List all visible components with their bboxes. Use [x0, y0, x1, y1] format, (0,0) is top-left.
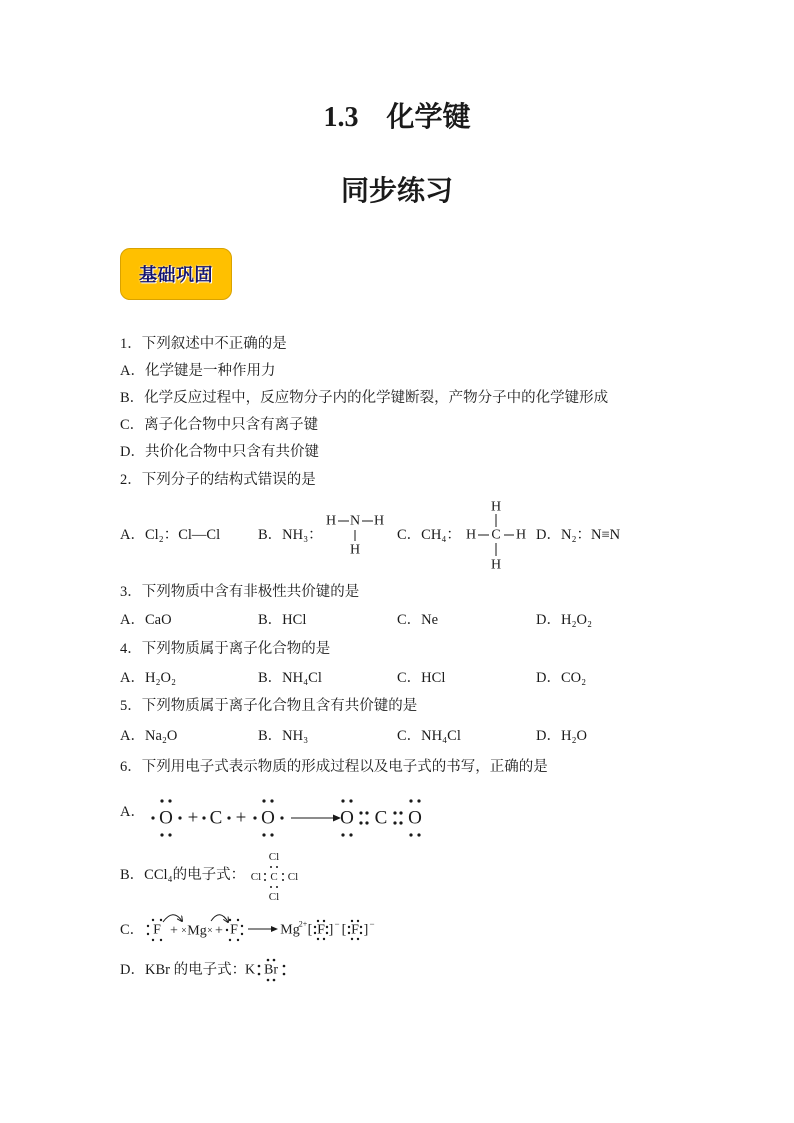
q1-option-b: B．化学反应过程中，反应物分子内的化学键断裂，产物分子中的化学键形成: [120, 390, 609, 406]
electron-dot: [264, 879, 266, 881]
atom-c: C: [270, 871, 278, 883]
atom-h: H: [325, 513, 337, 529]
q4-option-a: A．H₂O₂: [120, 670, 177, 686]
electron-dot: [348, 926, 350, 928]
electron-dot: [267, 979, 270, 982]
electron-dot: [160, 833, 163, 836]
electron-dot: [314, 926, 316, 928]
atom-k: K: [244, 962, 256, 978]
atom-cl: Cl: [250, 871, 262, 883]
electron-dot: [341, 799, 344, 802]
electron-dot: [348, 932, 350, 934]
q3-option-c: C．Ne: [397, 612, 439, 628]
q2-option-b-label: B．NH₃：: [258, 527, 323, 543]
electron-dot: [360, 932, 362, 934]
co2-formation-diagram: [151, 799, 421, 836]
ion-charge: −: [369, 919, 375, 929]
atom-h: H: [490, 499, 502, 515]
electron-dot: [262, 799, 265, 802]
atom-cl: Cl: [287, 871, 299, 883]
atom-o: O: [340, 807, 354, 829]
electron-dot: [399, 811, 402, 814]
electron-dot: [168, 833, 171, 836]
electron-dot: [147, 933, 149, 935]
atom-c: C: [209, 807, 223, 829]
electron-dot: [417, 799, 420, 802]
q5-option-b: B．NH₃: [258, 728, 309, 744]
electron-dot: [253, 816, 256, 819]
electron-dot: [270, 833, 273, 836]
electron-dot: [317, 920, 319, 922]
atom-mg: Mg: [187, 923, 207, 939]
electron-dot: [160, 939, 162, 941]
electron-dot: [326, 926, 328, 928]
q5-option-c: C．NH₄Cl: [397, 728, 461, 744]
electron-dot: [365, 821, 368, 824]
atom-cl: Cl: [268, 851, 280, 863]
atom-f: F: [153, 922, 161, 938]
q4-option-b: B．NH₄Cl: [258, 670, 322, 686]
q2-option-a: A．Cl₂：Cl—Cl: [120, 527, 221, 543]
q5-stem: 5．下列物质属于离子化合物且含有共价键的是: [120, 698, 418, 714]
atom-h: H: [515, 527, 527, 543]
ion-f: F: [351, 922, 359, 938]
electron-dot: [229, 919, 231, 921]
electron-dot: [270, 886, 272, 888]
electron-dot: [147, 925, 149, 927]
electron-dot: [262, 833, 265, 836]
atom-h: H: [465, 527, 477, 543]
q6-stem: 6．下列用电子式表示物质的形成过程以及电子式的书写，正确的是: [120, 759, 548, 775]
q2-stem: 2．下列分子的结构式错误的是: [120, 472, 316, 488]
electron-dot: [349, 833, 352, 836]
q3-stem: 3．下列物质中含有非极性共价键的是: [120, 584, 360, 600]
electron-dot: [359, 811, 362, 814]
electron-dot: [229, 939, 231, 941]
electron-dot: [241, 933, 243, 935]
plus-sign: +: [187, 807, 199, 829]
electron-dot: [258, 965, 261, 968]
q1-option-a: A．化学键是一种作用力: [120, 363, 276, 379]
electron-dot: [323, 920, 325, 922]
electron-dot: [409, 799, 412, 802]
electron-dot: [152, 919, 154, 921]
electron-dot: [178, 816, 181, 819]
electron-dot: [226, 929, 228, 931]
q6-option-c-label: C．: [120, 922, 145, 938]
electron-dot: [357, 920, 359, 922]
electron-dot: [151, 816, 154, 819]
kbr-electron-formula: [245, 959, 285, 982]
electron-dot: [359, 821, 362, 824]
electron-dot: [360, 926, 362, 928]
ion-charge: −: [334, 919, 340, 929]
electron-dot: [152, 939, 154, 941]
atom-c: C: [374, 807, 388, 829]
bracket-open: [: [341, 922, 347, 938]
q3-option-a: A．CaO: [120, 612, 172, 628]
electron-dot: [351, 938, 353, 940]
q6-option-d-label: D．KBr 的电子式：: [120, 962, 247, 978]
electron-dot: [393, 811, 396, 814]
mgf2-formation-diagram: [147, 915, 375, 941]
electron-dot: [202, 816, 205, 819]
atom-h: H: [349, 542, 361, 558]
q5-option-a: A．Na₂O: [120, 728, 178, 744]
electron-dot: [317, 938, 319, 940]
electron-dot: [283, 965, 286, 968]
q1-stem: 1．下列叙述中不正确的是: [120, 336, 287, 352]
ion-mg: Mg: [280, 922, 300, 938]
electron-dot: [160, 919, 162, 921]
plus-sign: +: [170, 923, 178, 939]
electron-dot: [282, 879, 284, 881]
plus-sign: +: [235, 807, 247, 829]
atom-br: Br: [264, 962, 278, 978]
electron-dot: [273, 979, 276, 982]
electron-dot: [341, 833, 344, 836]
page-title: 1.3 化学键: [323, 102, 471, 133]
electron-dot: [417, 833, 420, 836]
electron-dot: [323, 938, 325, 940]
q4-stem: 4．下列物质属于离子化合物的是: [120, 641, 331, 657]
atom-f: F: [230, 922, 238, 938]
q4-option-c: C．HCl: [397, 670, 446, 686]
page-subtitle: 同步练习: [340, 176, 453, 207]
ccl4-electron-formula: [251, 851, 298, 903]
atom-cl: Cl: [268, 891, 280, 903]
electron-transfer-arrow: [163, 915, 182, 922]
electron-dot: [399, 821, 402, 824]
q4-option-d: D．CO₂: [536, 670, 587, 686]
q1-option-c: C．离子化合物中只含有离子键: [120, 417, 319, 433]
electron-dot: [349, 799, 352, 802]
electron-dot: [160, 799, 163, 802]
electron-dot: [258, 973, 261, 976]
atom-n: N: [349, 513, 361, 529]
electron-cross: ×: [181, 925, 187, 937]
q1-option-d: D．共价化合物中只含有共价键: [120, 444, 319, 460]
nh3-structure: [326, 514, 384, 558]
electron-dot: [393, 821, 396, 824]
section-badge-label: 基础巩固: [139, 265, 213, 285]
reaction-arrow-head: [271, 926, 278, 932]
electron-dot: [283, 973, 286, 976]
electron-dot: [267, 959, 270, 962]
electron-dot: [276, 866, 278, 868]
electron-dot: [409, 833, 412, 836]
q6-option-a-label: A．: [120, 804, 145, 820]
electron-dot: [351, 920, 353, 922]
ion-f: F: [317, 922, 325, 938]
plus-sign: +: [215, 923, 223, 939]
atom-h: H: [373, 513, 385, 529]
electron-dot: [241, 925, 243, 927]
electron-dot: [282, 873, 284, 875]
electron-dot: [280, 816, 283, 819]
electron-dot: [264, 873, 266, 875]
electron-cross: ×: [207, 925, 213, 937]
electron-dot: [273, 959, 276, 962]
electron-dot: [270, 799, 273, 802]
atom-o: O: [261, 807, 275, 829]
atom-c: C: [491, 527, 501, 543]
q3-option-d: D．H₂O₂: [536, 612, 593, 628]
q5-option-d: D．H₂O: [536, 728, 587, 744]
electron-dot: [270, 866, 272, 868]
electron-dot: [314, 932, 316, 934]
electron-dot: [357, 938, 359, 940]
q2-option-d: D．N₂：N≡N: [536, 527, 621, 543]
q3-option-b: B．HCl: [258, 612, 307, 628]
ch4-structure: [466, 500, 526, 573]
bracket-close: ]: [328, 922, 334, 938]
electron-dot: [227, 816, 230, 819]
atom-h: H: [490, 557, 502, 573]
q2-option-c-label: C．CH₄：: [397, 527, 461, 543]
electron-transfer-arrow: [211, 915, 228, 922]
electron-dot: [326, 932, 328, 934]
bracket-close: ]: [363, 922, 369, 938]
bracket-open: [: [307, 922, 313, 938]
electron-dot: [237, 939, 239, 941]
q6-option-b-label: B．CCl₄的电子式：: [120, 867, 246, 883]
electron-dot: [365, 811, 368, 814]
atom-o: O: [159, 807, 173, 829]
electron-dot: [237, 919, 239, 921]
electron-dot: [168, 799, 171, 802]
atom-o: O: [408, 807, 422, 829]
electron-dot: [276, 886, 278, 888]
ion-charge: 2+: [298, 919, 308, 929]
